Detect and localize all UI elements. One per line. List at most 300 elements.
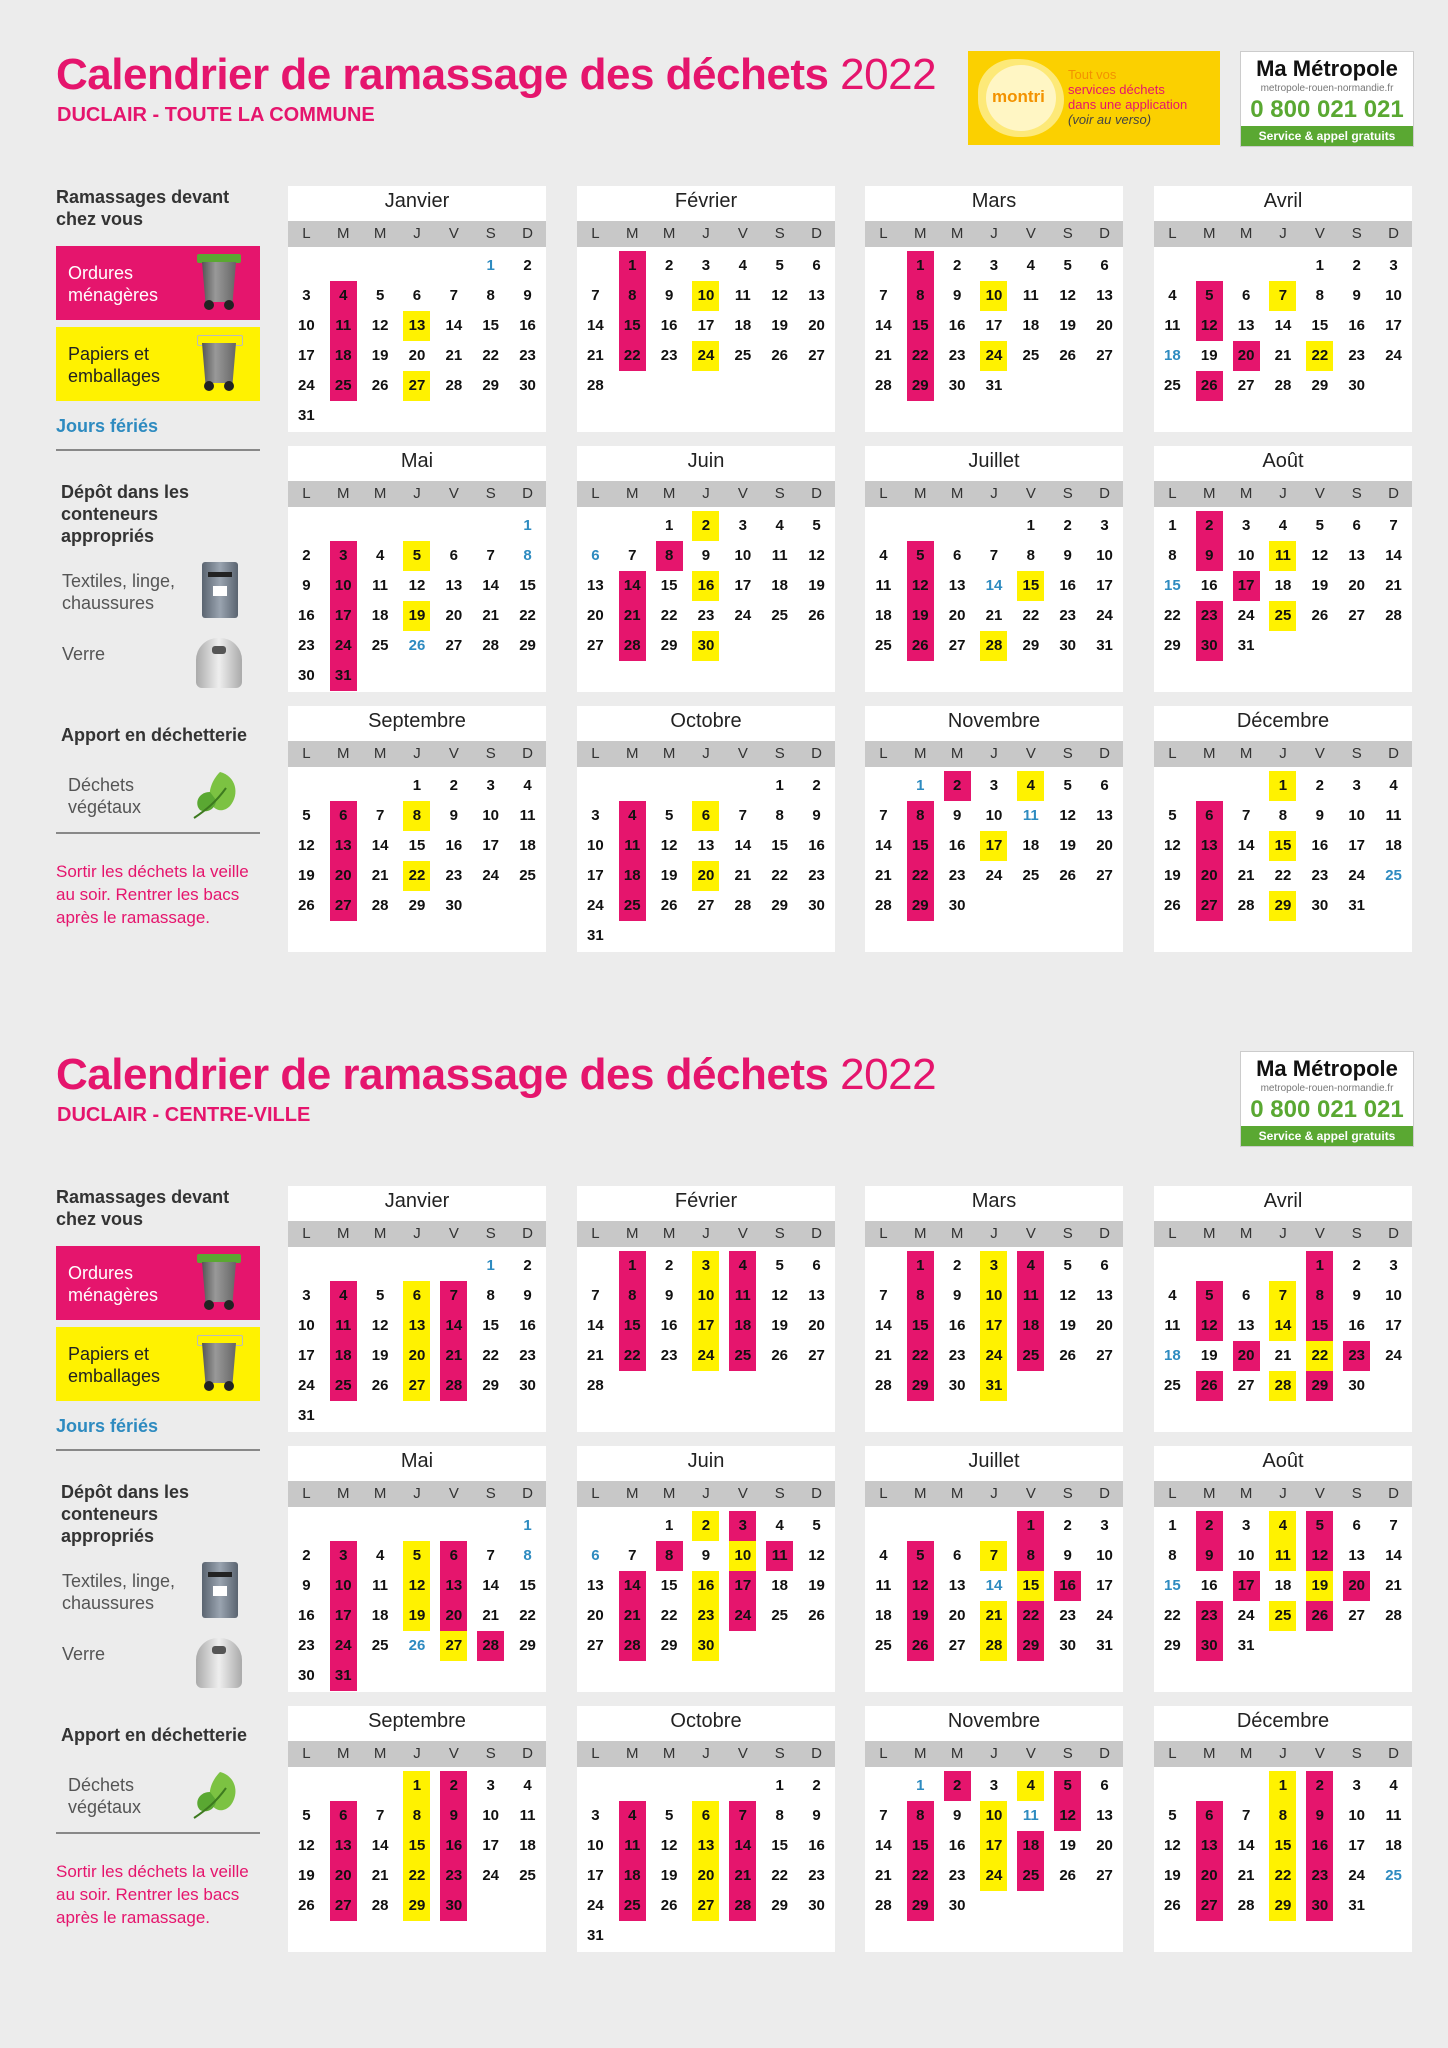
month-name: Novembre [947,1710,1041,1732]
weekday-label: J [702,225,710,242]
calendar-day: 3 [486,777,495,794]
calendar-day: 13 [1096,807,1113,824]
calendar-day: 22 [1274,867,1292,884]
calendar-day: 9 [1063,1547,1072,1564]
month-janvier [288,186,546,432]
weekday-label: M [626,1485,639,1502]
calendar-day: 30 [948,377,966,394]
calendar-day: 13 [1348,1547,1366,1564]
calendar-day: 2 [812,777,821,794]
calendar-day: 13 [587,577,604,594]
calendar-day: 24 [1348,867,1366,884]
calendar-day: 22 [771,867,789,884]
calendar-day: 4 [1168,1287,1177,1304]
calendar-day: 27 [692,1891,719,1921]
calendar-day: 10 [298,317,315,334]
weekday-label: V [448,745,459,762]
weekday-label: L [591,1485,600,1502]
calendar-day: 19 [771,1317,789,1334]
calendar-day: 7 [989,547,999,564]
calendar-day: 23 [660,1347,678,1364]
calendar-day: 6 [330,1801,357,1831]
weekday-label: M [662,1745,676,1762]
calendar-day: 24 [1385,347,1402,364]
calendar-day: 1 [412,777,422,794]
weekday-header [288,1741,546,1767]
calendar-day: 15 [1164,1577,1181,1594]
calendar-day: 26 [1164,1897,1181,1914]
calendar-day: 27 [1237,1377,1255,1394]
weekday-label: D [811,1225,822,1242]
calendar-day: 2 [1063,517,1072,534]
weekday-label: V [1025,1745,1036,1762]
weekday-label: M [626,225,639,242]
calendar-day: 25 [1022,867,1040,884]
calendar-day: 16 [808,837,825,854]
month-name: Septembre [368,1710,466,1732]
weekday-label: M [337,1485,350,1502]
calendar-day: 23 [1348,347,1366,364]
calendar-day: 29 [907,891,934,921]
calendar-day: 4 [375,547,385,564]
calendar-day: 14 [619,1571,646,1601]
calendar-day: 5 [302,1807,311,1824]
calendar-day: 8 [907,281,934,311]
calendar-day: 24 [1237,1607,1255,1624]
calendar-day: 5 [812,1517,821,1534]
calendar-day: 18 [371,1607,389,1624]
month-name: Mars [971,190,1017,212]
weekday-label: L [302,745,311,762]
calendar-day: 16 [948,1837,966,1854]
calendar-day: 24 [482,1867,500,1884]
legend-dump-heading: Apport en déchetterie [61,1725,248,1745]
legend-dump-heading: Apport en déchetterie [61,725,248,745]
calendar-day: 22 [519,1607,536,1624]
calendar-day: 24 [729,1601,756,1631]
calendar-day: 15 [1269,1831,1296,1861]
calendar-day: 23 [1059,607,1077,624]
weekday-label: S [774,225,785,242]
weekday-label: S [1351,1745,1362,1762]
calendar-day: 29 [1164,1637,1181,1654]
calendar-day: 18 [330,1341,357,1371]
month-décembre [1154,1706,1412,1952]
calendar-day: 13 [1237,317,1255,334]
month-juillet [865,446,1123,692]
calendar-day: 8 [1026,547,1035,564]
weekday-label: M [1203,485,1216,502]
calendar-day: 29 [408,897,426,914]
calendar-day: 21 [371,1867,389,1884]
weekday-label: V [737,1225,748,1242]
calendar-day: 23 [519,347,536,364]
month-novembre [865,1706,1123,1952]
calendar-day: 6 [1100,1777,1109,1794]
calendar-day: 17 [330,1601,357,1631]
calendar-day: 15 [907,831,934,861]
weekday-label: M [373,1745,387,1762]
calendar-day: 5 [1315,517,1324,534]
weekday-label: L [591,1745,600,1762]
calendar-day: 18 [734,317,752,334]
calendar-day: 9 [1352,287,1361,304]
calendar-day: 30 [440,1891,467,1921]
calendar-day: 22 [907,1341,934,1371]
calendar-day: 28 [875,377,892,394]
month-name: Décembre [1236,1710,1330,1732]
calendar-day: 16 [440,1831,467,1861]
calendar-day: 26 [1059,1867,1077,1884]
calendar-day: 3 [989,777,999,794]
month-décembre [1154,706,1412,952]
calendar-day: 12 [371,1317,389,1334]
weekday-label: M [950,225,964,242]
household-bin-icon [200,1254,238,1310]
calendar-day: 2 [1315,777,1324,794]
textile-container-icon [198,1562,242,1618]
calendar-day: 10 [330,571,357,601]
calendar-day: 27 [808,1347,825,1364]
month-name: Avril [1263,1190,1303,1212]
weekday-label: L [591,1225,600,1242]
divider [56,1832,260,1834]
calendar-day: 12 [371,317,389,334]
calendar-day: 17 [1233,571,1260,601]
calendar-day: 27 [1196,1891,1223,1921]
weekday-label: M [662,1485,676,1502]
calendar-day: 25 [1269,601,1296,631]
calendar-day: 3 [302,287,311,304]
calendar-day: 28 [1269,1371,1296,1401]
month-avril [1154,1186,1412,1432]
calendar-day: 14 [587,317,604,334]
calendar-day: 17 [1385,1317,1402,1334]
weekday-header [577,1481,835,1507]
calendar-day: 28 [729,1891,756,1921]
calendar-day: 2 [523,1257,532,1274]
weekday-label: V [448,1745,459,1762]
calendar-day: 4 [523,777,532,794]
calendar-day: 5 [403,541,430,571]
calendar-day: 26 [771,1347,789,1364]
calendar-day: 9 [1306,1801,1333,1831]
calendar-day: 19 [1200,347,1218,364]
calendar-day: 11 [519,1807,536,1824]
weekday-label: D [1388,1745,1399,1762]
calendar-day: 18 [371,607,389,624]
calendar-day: 9 [812,807,821,824]
calendar-day: 23 [298,1637,315,1654]
calendar-day: 1 [907,1251,934,1281]
month-name: Novembre [947,710,1041,732]
month-name: Janvier [384,1190,450,1212]
calendar-day: 22 [907,861,934,891]
calendar-day: 21 [875,347,892,364]
calendar-day: 2 [1306,1771,1333,1801]
calendar-day: 21 [482,1607,500,1624]
calendar-day: 11 [1022,287,1039,304]
calendar-day: 2 [1196,1511,1223,1541]
weekday-label: M [950,745,964,762]
montri-text: Tout vos services déchets dans une application (voir au verso) [1068,67,1188,127]
calendar-day: 8 [775,1807,784,1824]
calendar-day: 28 [980,1631,1007,1661]
metropole-url: metropole-rouen-normandie.fr [1260,1083,1394,1094]
calendar-day: 22 [403,861,430,891]
weekday-label: L [591,745,600,762]
calendar-day: 27 [1096,1347,1113,1364]
month-août [1154,1446,1412,1692]
calendar-day: 7 [375,1807,385,1824]
calendar-day: 20 [330,1861,357,1891]
weekday-label: L [879,1485,888,1502]
calendar-day: 28 [587,1377,604,1394]
calendar-day: 29 [482,377,500,394]
calendar-day: 16 [298,1607,315,1624]
calendar-day: 29 [519,637,536,654]
month-septembre [288,706,546,952]
calendar-day: 21 [587,347,604,364]
calendar-day: 21 [371,867,389,884]
weekday-label: M [950,1745,964,1762]
calendar-day: 22 [1306,1341,1333,1371]
calendar-day: 18 [1274,1577,1292,1594]
calendar-day: 15 [619,311,646,341]
calendar-day: 10 [980,1801,1007,1831]
calendar-day: 22 [619,341,646,371]
calendar-day: 8 [1269,1801,1296,1831]
calendar-day: 25 [875,637,892,654]
weekday-label: J [413,1745,421,1762]
weekday-label: S [1351,225,1362,242]
calendar-day: 8 [1017,1541,1044,1571]
weekday-label: L [302,1485,311,1502]
weekday-label: M [1239,225,1253,242]
calendar-day: 2 [1352,257,1361,274]
calendar-day: 15 [519,577,536,594]
calendar-day: 4 [619,1801,646,1831]
calendar-day: 23 [519,1347,536,1364]
calendar-day: 30 [1348,377,1366,394]
weekday-label: S [774,1485,785,1502]
calendar-day: 17 [1348,1837,1366,1854]
calendar-day: 4 [330,281,357,311]
calendar-day: 21 [875,867,892,884]
weekday-label: V [1025,485,1036,502]
calendar-day: 14 [729,1831,756,1861]
calendar-day: 14 [371,1837,389,1854]
calendar-day: 25 [771,607,789,624]
weekday-label: M [1239,485,1253,502]
calendar-day: 11 [1385,1807,1402,1824]
calendar-day: 20 [403,1341,430,1371]
weekday-header [288,741,546,767]
calendar-day: 15 [1164,577,1181,594]
weekday-label: V [1314,485,1325,502]
calendar-day: 3 [1389,257,1398,274]
calendar-day: 26 [1164,897,1181,914]
month-name: Janvier [384,190,450,212]
weekday-header [1154,221,1412,247]
calendar-day: 27 [1096,867,1113,884]
calendar-day: 26 [660,897,678,914]
calendar-day: 4 [738,257,747,274]
legend-household-waste [56,1246,260,1320]
calendar-day: 15 [907,1311,934,1341]
calendar-day: 18 [1164,1347,1181,1364]
calendar-day: 16 [948,837,966,854]
calendar-day: 7 [738,807,747,824]
calendar-day: 27 [403,1371,430,1401]
calendar-day: 6 [1100,1257,1109,1274]
month-mai [288,446,546,692]
calendar-day: 1 [523,517,532,534]
calendar-day: 15 [1311,317,1329,334]
calendar-day: 24 [1096,607,1113,624]
calendar-day: 11 [771,547,788,564]
calendar-day: 29 [482,1377,500,1394]
calendar-day: 10 [734,547,752,564]
calendar-day: 11 [372,577,389,594]
weekday-label: V [1025,1485,1036,1502]
weekday-label: M [914,485,927,502]
calendar-day: 20 [1233,1341,1260,1371]
calendar-day: 15 [907,311,934,341]
calendar-day: 3 [980,1251,1007,1281]
calendar-day: 19 [1200,1347,1218,1364]
calendar-day: 12 [808,1547,825,1564]
calendar-day: 20 [1096,317,1113,334]
calendar-day: 27 [948,1637,966,1654]
calendar-day: 4 [1017,771,1044,801]
calendar-day: 1 [775,777,784,794]
calendar-day: 19 [371,347,389,364]
calendar-day: 9 [1315,807,1324,824]
calendar-day: 29 [771,897,789,914]
calendar-day: 22 [660,607,678,624]
weekday-label: M [1239,1745,1253,1762]
weekday-label: V [737,485,748,502]
calendar-day: 14 [482,577,500,594]
weekday-header [865,481,1123,507]
calendar-day: 13 [808,287,825,304]
calendar-day: 4 [1269,1511,1296,1541]
metropole-free-label: Service & appel gratuits [1241,126,1413,146]
calendar-day: 29 [1306,1371,1333,1401]
calendar-day: 15 [660,577,678,594]
weekday-label: V [448,1485,459,1502]
calendar-day: 6 [403,1281,430,1311]
calendar-day: 2 [523,257,532,274]
calendar-day: 9 [523,1287,532,1304]
calendar-day: 7 [486,547,495,564]
calendar-day: 14 [371,837,389,854]
calendar-day: 9 [302,577,311,594]
weekday-label: J [413,1225,421,1242]
calendar-day: 10 [482,807,500,824]
calendar-day: 23 [445,867,463,884]
weekday-label: L [879,1225,888,1242]
calendar-day: 15 [519,1577,536,1594]
calendar-day: 7 [1241,807,1251,824]
calendar-day: 2 [692,1511,719,1541]
calendar-day: 12 [1059,807,1077,824]
calendar-day: 15 [403,1831,430,1861]
calendar-day: 6 [1100,777,1109,794]
calendar-day: 1 [403,1771,430,1801]
calendar-day: 29 [1022,637,1040,654]
weekday-label: S [1062,225,1073,242]
weekday-header [288,1221,546,1247]
calendar-day: 14 [587,1317,604,1334]
calendar-day: 22 [1017,1601,1044,1631]
calendar-day: 30 [1311,897,1329,914]
calendar-day: 8 [775,807,784,824]
weekday-label: M [373,1225,387,1242]
calendar-day: 26 [907,1631,934,1661]
weekday-label: M [337,1225,350,1242]
calendar-day: 5 [1196,281,1223,311]
calendar-day: 17 [298,1347,315,1364]
calendar-day: 14 [875,1317,892,1334]
calendar-day: 20 [1096,1317,1113,1334]
calendar-day: 12 [1164,837,1181,854]
calendar-day: 12 [403,1571,430,1601]
calendar-day: 18 [1022,317,1040,334]
calendar-day: 17 [1096,577,1113,594]
calendar-day: 12 [1054,1801,1081,1831]
calendar-day: 26 [1311,607,1329,624]
calendar-day: 20 [1196,1861,1223,1891]
calendar-day: 12 [1196,1311,1223,1341]
page-subtitle: DUCLAIR - TOUTE LA COMMUNE [57,104,375,126]
calendar-day: 11 [1017,1281,1044,1311]
calendar-day: 30 [948,897,966,914]
calendar-day: 5 [1168,1807,1177,1824]
calendar-day: 14 [1237,837,1255,854]
calendar-day: 31 [1237,637,1255,654]
calendar-day: 2 [952,1257,962,1274]
calendar-day: 7 [879,1287,888,1304]
calendar-day: 10 [1385,287,1402,304]
calendar-day: 22 [619,1341,646,1371]
calendar-day: 20 [692,861,719,891]
calendar-day: 3 [591,1807,600,1824]
calendar-day: 9 [440,1801,467,1831]
glass-container-icon [196,1632,240,1688]
calendar-day: 17 [1385,317,1402,334]
calendar-day: 10 [298,1317,315,1334]
calendar-day: 8 [403,1801,430,1831]
calendar-day: 6 [440,1541,467,1571]
weekday-label: M [1239,1225,1253,1242]
calendar-day: 16 [1200,1577,1218,1594]
calendar-day: 1 [1017,1511,1044,1541]
calendar-day: 24 [1237,607,1255,624]
calendar-day: 14 [985,577,1003,594]
calendar-day: 13 [1348,547,1366,564]
weekday-label: M [373,485,387,502]
weekday-header [865,1481,1123,1507]
legend-green-label: Déchets végétaux [68,1775,142,1817]
calendar-day: 28 [1237,897,1255,914]
weekday-label: J [1279,225,1287,242]
month-name: Juillet [968,1450,1020,1472]
calendar-day: 23 [808,1867,825,1884]
weekday-label: L [879,745,888,762]
calendar-day: 28 [440,1371,467,1401]
